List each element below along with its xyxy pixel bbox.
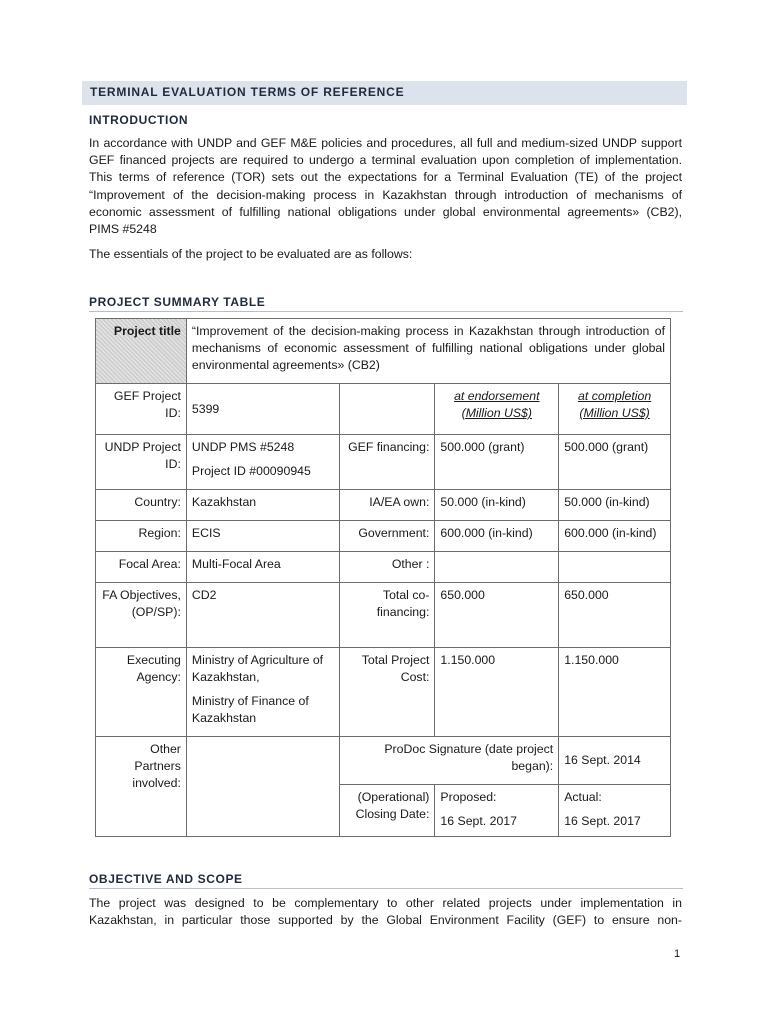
table-row: [96, 583, 671, 648]
objective-heading-rule: [89, 888, 683, 889]
table-row: [96, 648, 671, 737]
ia-ea-own-endorsement: 50.000 (in-kind): [435, 490, 559, 521]
table-row: [96, 521, 671, 552]
intro-line: “Improvement of the decision-making process in Kazakhstan through introduction of mechanisms of: [89, 187, 682, 202]
intro-line: economic assessment of fulfilling national obligations under global environmental agreements» (CB2),: [89, 204, 682, 219]
table-row: [96, 319, 671, 384]
empty-cell: [559, 552, 671, 583]
table-row: [96, 490, 671, 521]
government-completion: 600.000 (in-kind): [559, 521, 671, 552]
total-project-cost-completion: 1.150.000: [559, 648, 671, 737]
prodoc-signature-value: 16 Sept. 2014: [559, 737, 671, 785]
proposed-label: Proposed:: [440, 790, 497, 804]
gef-financing-endorsement: 500.000 (grant): [435, 435, 559, 490]
gef-financing-label: GEF financing:: [340, 435, 435, 490]
page-number: 1: [674, 948, 681, 960]
total-project-cost-endorsement: 1.150.000: [435, 648, 559, 737]
column-header-endorsement: [435, 384, 559, 435]
prodoc-signature-label: ProDoc Signature (date project began):: [340, 737, 559, 785]
focal-area-label: Focal Area:: [96, 552, 187, 583]
intro-line: PIMS #5248: [89, 222, 157, 237]
total-cofinancing-endorsement: 650.000: [435, 583, 559, 648]
undp-project-number: Project ID #00090945: [191, 464, 311, 478]
objective-paragraph: [89, 895, 682, 929]
other-partners-label: Other Partners involved:: [96, 737, 187, 837]
total-project-cost-label: Total Project Cost:: [340, 648, 435, 737]
undp-project-id-label: UNDP Project ID:: [96, 435, 187, 490]
summary-heading-rule: [89, 311, 683, 312]
summary-heading: PROJECT SUMMARY TABLE: [89, 295, 266, 309]
table-row: [96, 552, 671, 583]
table-row: [96, 384, 671, 435]
empty-cell: [435, 552, 559, 583]
objective-line: Kazakhstan, in particular those supported by the Global Environment Facility (GEF) to ensure non-: [89, 913, 682, 928]
fa-objectives-value: CD2: [186, 583, 340, 648]
executing-agency-label: Executing Agency:: [96, 648, 187, 737]
other-partners-value: [186, 737, 340, 837]
region-value: ECIS: [186, 521, 340, 552]
government-label: Government:: [340, 521, 435, 552]
focal-area-value: Multi-Focal Area: [186, 552, 340, 583]
completion-header-text: at completion (Million US$): [578, 389, 652, 420]
ia-ea-own-completion: 50.000 (in-kind): [559, 490, 671, 521]
fa-objectives-label: FA Objectives, (OP/SP):: [96, 583, 187, 648]
undp-project-id-value: [186, 435, 340, 490]
intro-line: In accordance with UNDP and GEF M&E policies and procedures, all full and medium-sized UNDP support: [89, 136, 682, 150]
executing-agency-value: [186, 648, 340, 737]
country-label: Country:: [96, 490, 187, 521]
objective-heading: OBJECTIVE AND SCOPE: [89, 872, 243, 886]
proposed-closing: [435, 785, 559, 837]
region-label: Region:: [96, 521, 187, 552]
document-title-banner: TERMINAL EVALUATION TERMS OF REFERENCE: [82, 81, 687, 105]
table-row: [96, 737, 671, 785]
proposed-value: 16 Sept. 2017: [440, 814, 517, 828]
introduction-heading: INTRODUCTION: [89, 113, 189, 127]
actual-label: Actual:: [564, 790, 602, 804]
gef-project-id-label: GEF Project ID:: [96, 384, 187, 435]
introduction-paragraph: [89, 135, 682, 238]
column-header-completion: [559, 384, 671, 435]
executing-agency-2: Ministry of Finance of Kazakhstan: [191, 694, 309, 725]
objective-line: The project was designed to be complementary to other related projects under implementation in: [89, 896, 682, 910]
total-cofinancing-label: Total co-financing:: [340, 583, 435, 648]
undp-pms-number: UNDP PMS #5248: [191, 440, 295, 454]
empty-cell: [340, 384, 435, 435]
project-title-value: “Improvement of the decision-making process in Kazakhstan through introduction of mechanisms of economic assessment of fulfilling national obligations under global environmental agreements» (CB2): [186, 319, 670, 384]
country-value: Kazakhstan: [186, 490, 340, 521]
essentials-sentence: The essentials of the project to be evaluated are as follows:: [89, 247, 413, 261]
gef-financing-completion: 500.000 (grant): [559, 435, 671, 490]
endorsement-header-text: at endorsement (Million US$): [454, 389, 540, 420]
table-row: [96, 435, 671, 490]
closing-date-label: (Operational) Closing Date:: [340, 785, 435, 837]
project-summary-table: [95, 318, 671, 837]
intro-line: GEF financed projects are required to undergo a terminal evaluation upon completion of implementation.: [89, 153, 682, 168]
actual-value: 16 Sept. 2017: [564, 814, 641, 828]
total-cofinancing-completion: 650.000: [559, 583, 671, 648]
actual-closing: [559, 785, 671, 837]
intro-line: This terms of reference (TOR) sets out the expectations for a Terminal Evaluation (TE) of the project: [89, 170, 682, 185]
other-label: Other :: [340, 552, 435, 583]
ia-ea-own-label: IA/EA own:: [340, 490, 435, 521]
government-endorsement: 600.000 (in-kind): [435, 521, 559, 552]
executing-agency-1: Ministry of Agriculture of Kazakhstan,: [191, 653, 324, 684]
project-title-label: Project title: [96, 319, 187, 384]
gef-project-id-value: 5399: [186, 384, 340, 435]
